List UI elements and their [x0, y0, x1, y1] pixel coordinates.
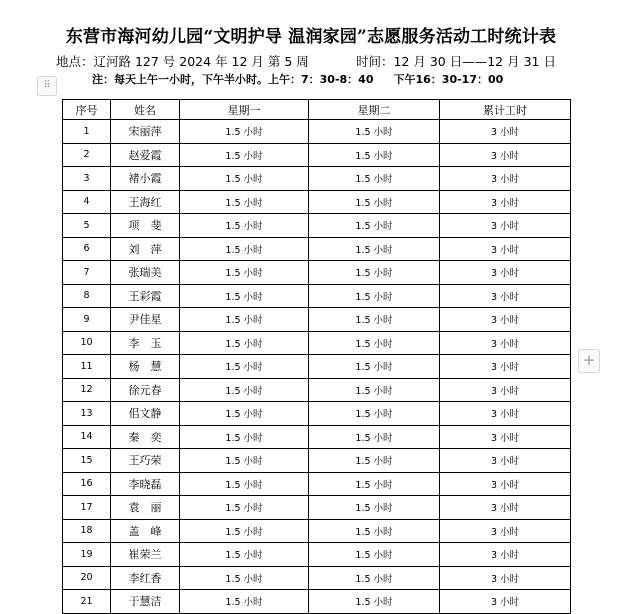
- cell-tuesday[interactable]: 1.5 小时: [309, 284, 440, 308]
- cell-tuesday[interactable]: 1.5 小时: [309, 331, 440, 355]
- cell-tuesday[interactable]: 1.5 小时: [309, 566, 440, 590]
- table-row: [63, 190, 571, 214]
- cell-monday[interactable]: 1.5 小时: [180, 143, 309, 167]
- location-text: 地点：辽河路 127 号 2024 年 12 月 第 5 周: [56, 54, 309, 69]
- cell-name[interactable]: 刘 萍: [111, 237, 180, 261]
- cell-tuesday[interactable]: 1.5 小时: [309, 590, 440, 614]
- cell-index[interactable]: 13: [63, 402, 111, 426]
- table-row: [63, 331, 571, 355]
- table-row: [63, 214, 571, 238]
- cell-total[interactable]: 3 小时: [440, 519, 571, 543]
- cell-monday[interactable]: 1.5 小时: [180, 402, 309, 426]
- cell-total[interactable]: 3 小时: [440, 425, 571, 449]
- note-afternoon-text: 下午16：30-17：00: [393, 73, 504, 86]
- table-row: [63, 496, 571, 520]
- cell-tuesday[interactable]: 1.5 小时: [309, 543, 440, 567]
- table-row: [63, 355, 571, 379]
- table-header-row: [63, 100, 571, 120]
- cell-total[interactable]: 3 小时: [440, 120, 571, 144]
- cell-tuesday[interactable]: 1.5 小时: [309, 519, 440, 543]
- cell-monday[interactable]: 1.5 小时: [180, 214, 309, 238]
- table-row: [63, 237, 571, 261]
- table-row: [63, 120, 571, 144]
- cell-name[interactable]: 李 玉: [111, 331, 180, 355]
- cell-name[interactable]: 宋丽萍: [111, 120, 180, 144]
- info-line: [56, 52, 556, 70]
- cell-total[interactable]: 3 小时: [440, 566, 571, 590]
- cell-index[interactable]: 9: [63, 308, 111, 332]
- cell-index[interactable]: 16: [63, 472, 111, 496]
- cell-monday[interactable]: 1.5 小时: [180, 519, 309, 543]
- cell-name[interactable]: 王海红: [111, 190, 180, 214]
- cell-monday[interactable]: 1.5 小时: [180, 496, 309, 520]
- document-title: 东营市海河幼儿园“文明护导 温润家园”志愿服务活动工时统计表: [65, 27, 557, 47]
- table-drag-handle-icon[interactable]: ⠿: [37, 76, 57, 96]
- table-row: [63, 543, 571, 567]
- cell-tuesday[interactable]: 1.5 小时: [309, 449, 440, 473]
- header-cell-index: 序号: [63, 100, 111, 120]
- note-line: [92, 71, 503, 87]
- cell-total[interactable]: 3 小时: [440, 237, 571, 261]
- table-row: [63, 402, 571, 426]
- table-row: [63, 590, 571, 614]
- cell-monday[interactable]: 1.5 小时: [180, 355, 309, 379]
- cell-total[interactable]: 3 小时: [440, 214, 571, 238]
- cell-monday[interactable]: 1.5 小时: [180, 308, 309, 332]
- cell-index[interactable]: 10: [63, 331, 111, 355]
- cell-index[interactable]: 3: [63, 167, 111, 191]
- cell-tuesday[interactable]: 1.5 小时: [309, 120, 440, 144]
- cell-index[interactable]: 18: [63, 519, 111, 543]
- cell-total[interactable]: 3 小时: [440, 190, 571, 214]
- cell-monday[interactable]: 1.5 小时: [180, 237, 309, 261]
- cell-name[interactable]: 赵爱霞: [111, 143, 180, 167]
- table-row: [63, 449, 571, 473]
- cell-index[interactable]: 20: [63, 566, 111, 590]
- cell-monday[interactable]: 1.5 小时: [180, 590, 309, 614]
- cell-total[interactable]: 3 小时: [440, 590, 571, 614]
- cell-monday[interactable]: 1.5 小时: [180, 331, 309, 355]
- table-row: [63, 519, 571, 543]
- cell-name[interactable]: 秦 奕: [111, 425, 180, 449]
- table-row: [63, 261, 571, 285]
- cell-monday[interactable]: 1.5 小时: [180, 167, 309, 191]
- cell-total[interactable]: 3 小时: [440, 472, 571, 496]
- cell-index[interactable]: 1: [63, 120, 111, 144]
- cell-name[interactable]: 王彩霞: [111, 284, 180, 308]
- cell-tuesday[interactable]: 1.5 小时: [309, 261, 440, 285]
- header-cell-total: 累计工时: [440, 100, 571, 120]
- cell-tuesday[interactable]: 1.5 小时: [309, 214, 440, 238]
- cell-index[interactable]: 19: [63, 543, 111, 567]
- cell-tuesday[interactable]: 1.5 小时: [309, 237, 440, 261]
- cell-monday[interactable]: 1.5 小时: [180, 449, 309, 473]
- cell-monday[interactable]: 1.5 小时: [180, 566, 309, 590]
- cell-name[interactable]: 佀文静: [111, 402, 180, 426]
- cell-index[interactable]: 15: [63, 449, 111, 473]
- cell-tuesday[interactable]: 1.5 小时: [309, 143, 440, 167]
- cell-index[interactable]: 7: [63, 261, 111, 285]
- cell-total[interactable]: 3 小时: [440, 331, 571, 355]
- cell-name[interactable]: 崔荣兰: [111, 543, 180, 567]
- cell-index[interactable]: 12: [63, 378, 111, 402]
- table-row: [63, 378, 571, 402]
- cell-total[interactable]: 3 小时: [440, 261, 571, 285]
- cell-total[interactable]: 3 小时: [440, 167, 571, 191]
- cell-name[interactable]: 褚小霞: [111, 167, 180, 191]
- table-row: [63, 143, 571, 167]
- cell-total[interactable]: 3 小时: [440, 284, 571, 308]
- hours-table: [62, 99, 571, 614]
- cell-name[interactable]: 徐元春: [111, 378, 180, 402]
- cell-index[interactable]: 6: [63, 237, 111, 261]
- cell-monday[interactable]: 1.5 小时: [180, 425, 309, 449]
- cell-tuesday[interactable]: 1.5 小时: [309, 496, 440, 520]
- time-range-text: 时间：12 月 30 日——12 月 31 日: [356, 54, 556, 69]
- table-row: [63, 566, 571, 590]
- cell-total[interactable]: 3 小时: [440, 496, 571, 520]
- cell-tuesday[interactable]: 1.5 小时: [309, 402, 440, 426]
- cell-monday[interactable]: 1.5 小时: [180, 190, 309, 214]
- header-cell-tuesday: 星期二: [309, 100, 440, 120]
- cell-name[interactable]: 李红香: [111, 566, 180, 590]
- table-row: [63, 425, 571, 449]
- cell-monday[interactable]: 1.5 小时: [180, 472, 309, 496]
- cell-name[interactable]: 张瑞美: [111, 261, 180, 285]
- cell-index[interactable]: 4: [63, 190, 111, 214]
- cell-index[interactable]: 11: [63, 355, 111, 379]
- cell-tuesday[interactable]: 1.5 小时: [309, 355, 440, 379]
- cell-name[interactable]: 袁 丽: [111, 496, 180, 520]
- cell-index[interactable]: 14: [63, 425, 111, 449]
- cell-index[interactable]: 21: [63, 590, 111, 614]
- cell-name[interactable]: 于慧洁: [111, 590, 180, 614]
- cell-index[interactable]: 2: [63, 143, 111, 167]
- cell-monday[interactable]: 1.5 小时: [180, 284, 309, 308]
- table-row: [63, 284, 571, 308]
- cell-tuesday[interactable]: 1.5 小时: [309, 308, 440, 332]
- cell-tuesday[interactable]: 1.5 小时: [309, 425, 440, 449]
- cell-index[interactable]: 17: [63, 496, 111, 520]
- cell-index[interactable]: 5: [63, 214, 111, 238]
- cell-total[interactable]: 3 小时: [440, 355, 571, 379]
- cell-tuesday[interactable]: 1.5 小时: [309, 190, 440, 214]
- add-column-button[interactable]: +: [578, 349, 600, 373]
- cell-tuesday[interactable]: 1.5 小时: [309, 167, 440, 191]
- cell-monday[interactable]: 1.5 小时: [180, 378, 309, 402]
- cell-name[interactable]: 杨 慧: [111, 355, 180, 379]
- cell-name[interactable]: 李晓磊: [111, 472, 180, 496]
- cell-tuesday[interactable]: 1.5 小时: [309, 378, 440, 402]
- table-row: [63, 472, 571, 496]
- cell-monday[interactable]: 1.5 小时: [180, 543, 309, 567]
- header-cell-monday: 星期一: [180, 100, 309, 120]
- cell-index[interactable]: 8: [63, 284, 111, 308]
- cell-name[interactable]: 尹佳星: [111, 308, 180, 332]
- cell-total[interactable]: 3 小时: [440, 449, 571, 473]
- cell-total[interactable]: 3 小时: [440, 143, 571, 167]
- header-cell-name: 姓名: [111, 100, 180, 120]
- cell-total[interactable]: 3 小时: [440, 402, 571, 426]
- cell-name[interactable]: 项 斐: [111, 214, 180, 238]
- cell-name[interactable]: 盖 峰: [111, 519, 180, 543]
- cell-total[interactable]: 3 小时: [440, 543, 571, 567]
- cell-name[interactable]: 王巧荣: [111, 449, 180, 473]
- cell-total[interactable]: 3 小时: [440, 308, 571, 332]
- table-row: [63, 308, 571, 332]
- cell-monday[interactable]: 1.5 小时: [180, 261, 309, 285]
- cell-monday[interactable]: 1.5 小时: [180, 120, 309, 144]
- table-row: [63, 167, 571, 191]
- cell-total[interactable]: 3 小时: [440, 378, 571, 402]
- note-main-text: 注：每天上午一小时，下午半小时。上午：7：30-8：40: [92, 73, 374, 86]
- cell-tuesday[interactable]: 1.5 小时: [309, 472, 440, 496]
